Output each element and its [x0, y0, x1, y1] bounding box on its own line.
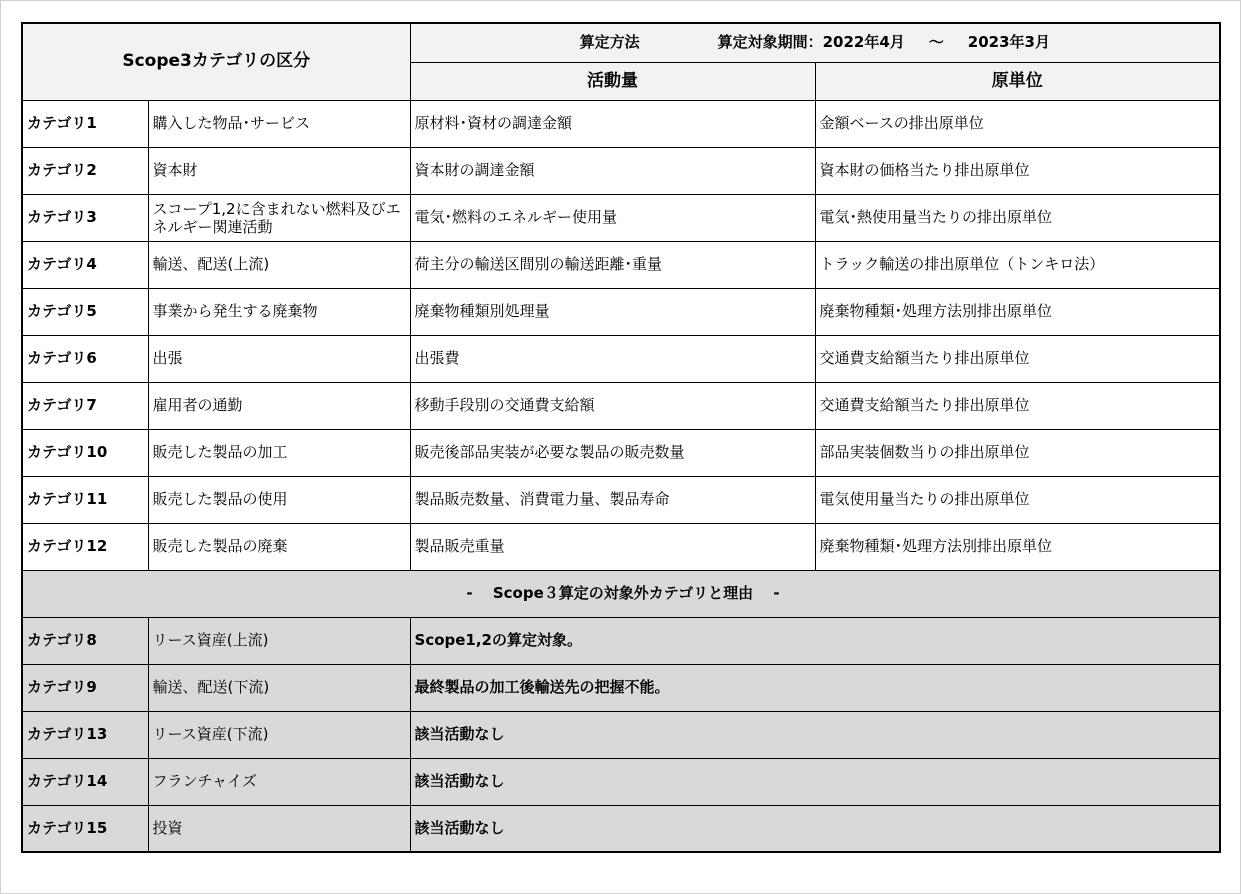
excluded-row: [22, 617, 1220, 664]
table-row: [22, 335, 1220, 382]
unit-cell: 電気･熱使用量当たりの排出原単位: [815, 194, 1220, 241]
category-cell: カテゴリ15: [22, 805, 148, 852]
period-start: 2022年4月: [822, 33, 905, 52]
calculation-method-header: [410, 23, 1220, 62]
category-name-cell: リース資産(下流): [148, 711, 410, 758]
category-name-cell: 輸送、配送(上流): [148, 241, 410, 288]
unit-cell: 資本財の価格当たり排出原単位: [815, 147, 1220, 194]
period-label: 算定対象期間：: [717, 33, 823, 52]
activity-cell: 電気･燃料のエネルギー使用量: [410, 194, 815, 241]
reason-cell: 該当活動なし: [410, 711, 1220, 758]
reason-cell: 最終製品の加工後輸送先の把握不能。: [410, 664, 1220, 711]
unit-cell: 電気使用量当たりの排出原単位: [815, 476, 1220, 523]
category-name-cell: フランチャイズ: [148, 758, 410, 805]
period-separator: ～: [928, 33, 944, 52]
category-name-cell: 出張: [148, 335, 410, 382]
table-row: [22, 194, 1220, 241]
unit-cell: 交通費支給額当たり排出原単位: [815, 335, 1220, 382]
category-cell: カテゴリ5: [22, 288, 148, 335]
category-cell: カテゴリ6: [22, 335, 148, 382]
unit-cell: 部品実装個数当りの排出原単位: [815, 429, 1220, 476]
category-name-cell: 販売した製品の廃棄: [148, 523, 410, 570]
table-row: [22, 523, 1220, 570]
activity-cell: 移動手段別の交通費支給額: [410, 382, 815, 429]
unit-cell: トラック輸送の排出原単位（トンキロ法）: [815, 241, 1220, 288]
excluded-row: [22, 758, 1220, 805]
scope3-table: [21, 22, 1221, 853]
excluded-row: [22, 805, 1220, 852]
category-cell: カテゴリ13: [22, 711, 148, 758]
category-cell: カテゴリ2: [22, 147, 148, 194]
category-name-cell: 事業から発生する廃棄物: [148, 288, 410, 335]
unit-cell: 廃棄物種類･処理方法別排出原単位: [815, 523, 1220, 570]
activity-cell: 荷主分の輸送区間別の輸送距離･重量: [410, 241, 815, 288]
unit-cell: 金額ベースの排出原単位: [815, 100, 1220, 147]
scope3-division-header: Scope3カテゴリの区分: [22, 23, 410, 100]
unit-cell: 廃棄物種類･処理方法別排出原単位: [815, 288, 1220, 335]
activity-cell: 販売後部品実装が必要な製品の販売数量: [410, 429, 815, 476]
excluded-row: [22, 664, 1220, 711]
category-cell: カテゴリ8: [22, 617, 148, 664]
activity-cell: 製品販売重量: [410, 523, 815, 570]
table-row: [22, 147, 1220, 194]
category-cell: カテゴリ7: [22, 382, 148, 429]
period-end: 2023年3月: [967, 33, 1050, 52]
table-row: [22, 429, 1220, 476]
table-row: [22, 382, 1220, 429]
method-label: 算定方法: [579, 33, 640, 52]
category-cell: カテゴリ14: [22, 758, 148, 805]
excluded-section-title: - Scope３算定の対象外カテゴリと理由 -: [22, 570, 1220, 617]
category-cell: カテゴリ3: [22, 194, 148, 241]
category-cell: カテゴリ10: [22, 429, 148, 476]
unit-header: 原単位: [815, 62, 1220, 100]
table-row: [22, 241, 1220, 288]
unit-cell: 交通費支給額当たり排出原単位: [815, 382, 1220, 429]
table-row: [22, 100, 1220, 147]
table-row: [22, 476, 1220, 523]
activity-cell: 廃棄物種類別処理量: [410, 288, 815, 335]
category-cell: カテゴリ9: [22, 664, 148, 711]
activity-cell: 製品販売数量、消費電力量、製品寿命: [410, 476, 815, 523]
category-name-cell: 資本財: [148, 147, 410, 194]
category-cell: カテゴリ1: [22, 100, 148, 147]
category-name-cell: 雇用者の通勤: [148, 382, 410, 429]
header-row-1: [22, 23, 1220, 62]
category-name-cell: 販売した製品の加工: [148, 429, 410, 476]
category-name-cell: 輸送、配送(下流): [148, 664, 410, 711]
reason-cell: 該当活動なし: [410, 805, 1220, 852]
table-row: [22, 288, 1220, 335]
category-cell: カテゴリ4: [22, 241, 148, 288]
category-name-cell: 販売した製品の使用: [148, 476, 410, 523]
reason-cell: Scope1,2の算定対象。: [410, 617, 1220, 664]
excluded-row: [22, 711, 1220, 758]
category-cell: カテゴリ12: [22, 523, 148, 570]
activity-cell: 出張費: [410, 335, 815, 382]
category-name-cell: スコープ1,2に含まれない燃料及びエネルギー関連活動: [148, 194, 410, 241]
category-cell: カテゴリ11: [22, 476, 148, 523]
category-name-cell: リース資産(上流): [148, 617, 410, 664]
activity-cell: 原材料･資材の調達金額: [410, 100, 815, 147]
activity-header: 活動量: [410, 62, 815, 100]
reason-cell: 該当活動なし: [410, 758, 1220, 805]
category-name-cell: 投資: [148, 805, 410, 852]
activity-cell: 資本財の調達金額: [410, 147, 815, 194]
excluded-section-row: [22, 570, 1220, 617]
category-name-cell: 購入した物品･サービス: [148, 100, 410, 147]
